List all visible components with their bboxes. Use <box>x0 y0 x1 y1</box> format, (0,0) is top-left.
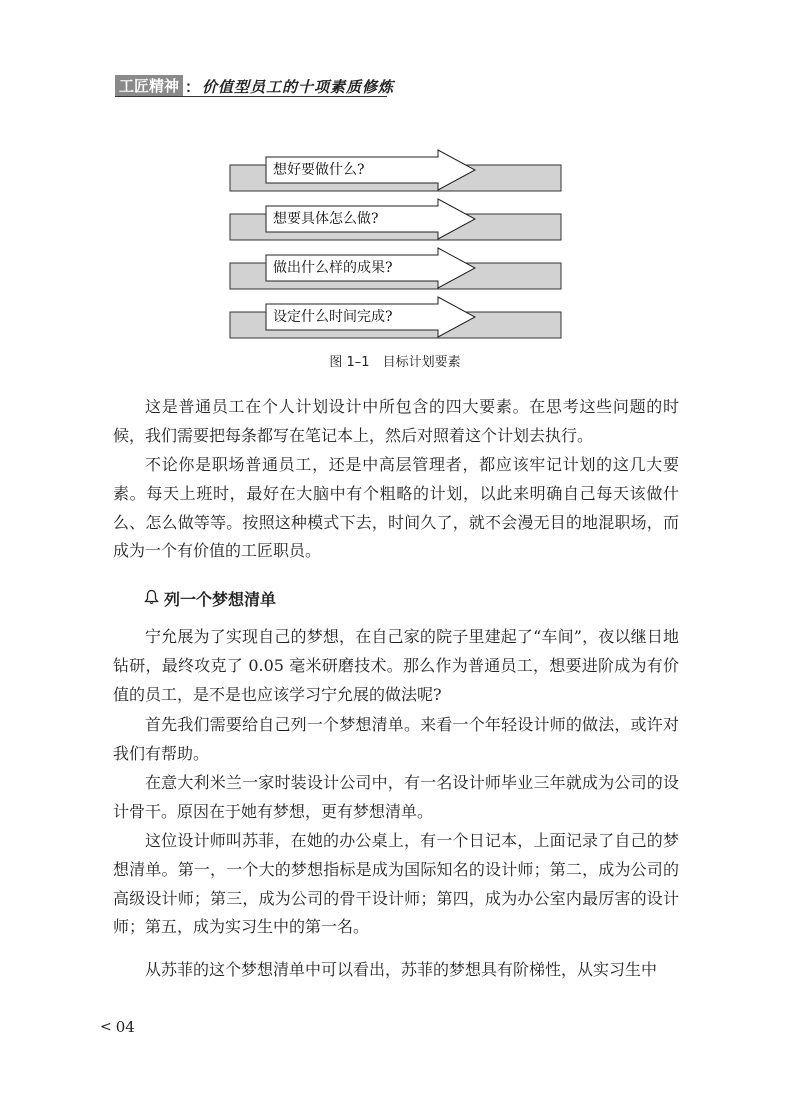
header-subtitle: 价值型员工的十项素质修炼 <box>202 77 395 96</box>
section-title: 列一个梦想清单 <box>164 590 277 609</box>
figure-caption: 图 1–1 目标计划要素 <box>329 355 461 370</box>
page-number: 04 <box>115 1018 135 1036</box>
header-rule <box>115 96 387 97</box>
step-label: 想要具体怎么做? <box>273 211 379 227</box>
page-footer <box>100 1018 135 1036</box>
step-label: 做出什么样的成果? <box>273 260 393 276</box>
paragraph: 首先我们需要给自己列一个梦想清单。来看一个年轻设计师的做法，或许对我们有帮助。 <box>113 715 679 763</box>
step-label: 想好要做什么? <box>273 162 365 178</box>
bell-icon <box>144 588 159 612</box>
paragraph: 这位设计师叫苏菲，在她的办公桌上，有一个日记本，上面记录了自己的梦想清单。第一，一个大的梦想指标是成为国际知名的设计师；第二，成为公司的高级设计师；第三，成为公司的骨干设计师；第四，成为办公室内最厉害的设计师；第五，成为实习生中的第一名。 <box>113 831 679 937</box>
chevron-left-icon: < <box>100 1019 112 1035</box>
section-heading <box>144 588 276 612</box>
header-tag: 工匠精神 <box>115 75 183 97</box>
header-separator: ： <box>185 77 201 96</box>
goal-plan-diagram <box>228 148 563 344</box>
paragraph: 从苏菲的这个梦想清单中可以看出，苏菲的梦想具有阶梯性，从实习生中 <box>145 960 658 979</box>
paragraph: 这是普通员工在个人计划设计中所包含的四大要素。在思考这些问题的时候，我们需要把每条都写在笔记本上，然后对照着这个计划去执行。 <box>113 397 679 445</box>
paragraph: 宁允展为了实现自己的梦想，在自己家的院子里建起了“车间”，夜以继日地钻研，最终攻克了 0.05 毫米研磨技术。那么作为普通员工，想要进阶成为有价值的员工，是不是也应该学习宁允展的做法呢? <box>113 627 679 704</box>
paragraph: 不论你是职场普通员工，还是中高层管理者，都应该牢记计划的这几大要素。每天上班时，最好在大脑中有个粗略的计划，以此来明确自己每天该做什么、怎么做等等。按照这种模式下去，时间久了，就不会漫无目的地混职场，而成为一个有价值的工匠职员。 <box>113 455 679 561</box>
paragraph: 在意大利米兰一家时装设计公司中，有一名设计师毕业三年就成为公司的设计骨干。原因在于她有梦想，更有梦想清单。 <box>113 773 679 821</box>
step-label: 设定什么时间完成? <box>273 309 393 325</box>
running-header <box>115 74 394 98</box>
